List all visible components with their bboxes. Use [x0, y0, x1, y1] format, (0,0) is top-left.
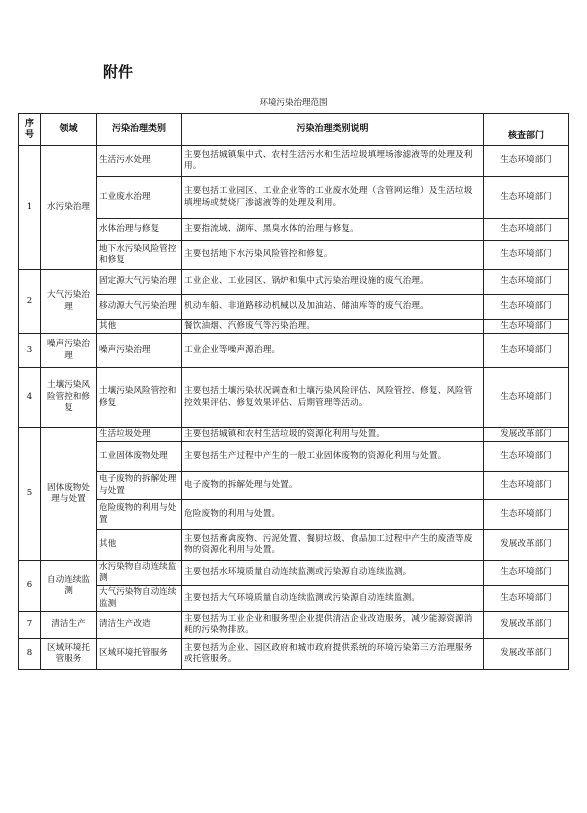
cell-category: 工业固体废物处理 — [97, 442, 182, 472]
cell-category: 土壤污染风险管控和修复 — [97, 368, 182, 428]
cell-seq: 6 — [19, 561, 41, 612]
table-row — [19, 530, 569, 561]
cell-seq: 8 — [19, 639, 41, 670]
table-body — [19, 146, 569, 670]
table-row — [19, 472, 569, 500]
cell-description: 主要包括地下水污染风险管控和修复。 — [182, 241, 484, 270]
cell-dept: 生态环境部门 — [484, 500, 569, 530]
cell-description: 工业企业等噪声源治理。 — [182, 334, 484, 368]
cell-dept: 生态环境部门 — [484, 334, 569, 368]
cell-category: 区域环境托管服务 — [97, 639, 182, 670]
cell-category: 噪声污染治理 — [97, 334, 182, 368]
cell-description: 主要包括城镇集中式、农村生活污水和生活垃圾填埋场渗滤液等的处理及利用。 — [182, 146, 484, 177]
cell-category: 其他 — [97, 320, 182, 334]
cell-description: 主要包括大气环境质量自动连续监测或污染源自动连续监测。 — [182, 586, 484, 612]
cell-category: 生活垃圾处理 — [97, 428, 182, 442]
cell-seq: 7 — [19, 612, 41, 639]
cell-field: 自动连续监测 — [41, 561, 97, 612]
table-row — [19, 561, 569, 586]
cell-description: 主要指流域、湖库、黑臭水体的治理与修复。 — [182, 219, 484, 241]
cell-category: 电子废物的拆解处理与处置 — [97, 472, 182, 500]
cell-seq: 5 — [19, 428, 41, 561]
table-row — [19, 270, 569, 295]
cell-description: 主要包括为工业企业和服务型企业提供清洁企业改造服务，减少能源资源消耗的污染物排放。 — [182, 612, 484, 639]
table-row — [19, 500, 569, 530]
cell-description: 主要包括为企业、园区政府和城市政府提供系统的环境污染第三方治理服务或托管服务。 — [182, 639, 484, 670]
page-heading: 附件 — [103, 63, 134, 81]
cell-description: 主要包括工业园区、工业企业等的工业废水处理（含管网运维）及生活垃圾填埋场或焚烧厂渗滤液等的处理及利用。 — [182, 177, 484, 219]
table-row — [19, 639, 569, 670]
cell-dept: 生态环境部门 — [484, 146, 569, 177]
cell-category: 生活污水处理 — [97, 146, 182, 177]
cell-category: 固定源大气污染治理 — [97, 270, 182, 295]
cell-dept: 生态环境部门 — [484, 177, 569, 219]
cell-dept: 发展改革部门 — [484, 530, 569, 561]
table-row — [19, 368, 569, 428]
cell-description: 机动车船、非道路移动机械以及加油站、储油库等的废气治理。 — [182, 295, 484, 320]
table-row — [19, 219, 569, 241]
cell-dept: 发展改革部门 — [484, 639, 569, 670]
cell-field: 清洁生产 — [41, 612, 97, 639]
cell-field: 固体废物处理与处置 — [41, 428, 97, 561]
cell-dept: 生态环境部门 — [484, 241, 569, 270]
cell-dept: 生态环境部门 — [484, 472, 569, 500]
cell-dept: 生态环境部门 — [484, 219, 569, 241]
cell-dept: 生态环境部门 — [484, 561, 569, 586]
table-row — [19, 177, 569, 219]
table-header-row — [19, 114, 569, 146]
cell-description: 主要包括水环境质量自动连续监测或污染源自动连续监测。 — [182, 561, 484, 586]
cell-description: 主要包括畜禽废物、污泥处置、餐厨垃圾、食品加工过程中产生的废渣等废物的资源化利用与处置。 — [182, 530, 484, 561]
cell-dept: 生态环境部门 — [484, 270, 569, 295]
cell-description: 主要包括土壤污染状况调查和土壤污染风险评估、风险管控、修复、风险管控效果评估、修复效果评估、后期管理等活动。 — [182, 368, 484, 428]
table-row — [19, 442, 569, 472]
table-row — [19, 428, 569, 442]
table-row — [19, 146, 569, 177]
table-caption: 环境污染治理范围 — [259, 98, 328, 108]
cell-field: 土壤污染风险管控和修复 — [41, 368, 97, 428]
cell-dept: 发展改革部门 — [484, 612, 569, 639]
header-seq: 序号 — [19, 114, 41, 146]
cell-description: 电子废物的拆解处理与处置。 — [182, 472, 484, 500]
table-row — [19, 295, 569, 320]
cell-dept: 生态环境部门 — [484, 586, 569, 612]
table-row — [19, 241, 569, 270]
cell-category: 工业废水治理 — [97, 177, 182, 219]
cell-field: 大气污染治理 — [41, 270, 97, 334]
cell-description: 工业企业、工业园区、锅炉和集中式污染治理设施的废气治理。 — [182, 270, 484, 295]
cell-field: 水污染治理 — [41, 146, 97, 270]
header-category: 污染治理类别 — [97, 114, 182, 146]
cell-category: 水污染物自动连续监测 — [97, 561, 182, 586]
cell-category: 移动源大气污染治理 — [97, 295, 182, 320]
cell-category: 其他 — [97, 530, 182, 561]
cell-seq: 4 — [19, 368, 41, 428]
cell-description: 餐饮油烟、汽修废气等污染治理。 — [182, 320, 484, 334]
cell-dept: 发展改革部门 — [484, 428, 569, 442]
cell-category: 水体治理与修复 — [97, 219, 182, 241]
cell-category: 地下水污染风险管控和修复 — [97, 241, 182, 270]
cell-dept: 生态环境部门 — [484, 320, 569, 334]
table-row — [19, 334, 569, 368]
cell-description: 主要包括城镇和农村生活垃圾的资源化利用与处置。 — [182, 428, 484, 442]
cell-field: 噪声污染治理 — [41, 334, 97, 368]
cell-seq: 3 — [19, 334, 41, 368]
pollution-scope-table — [18, 113, 569, 670]
cell-description: 危险废物的利用与处置。 — [182, 500, 484, 530]
cell-description: 主要包括生产过程中产生的一般工业固体废物的资源化利用与处置。 — [182, 442, 484, 472]
cell-seq: 2 — [19, 270, 41, 334]
cell-dept: 生态环境部门 — [484, 295, 569, 320]
header-field: 领域 — [41, 114, 97, 146]
table-row — [19, 320, 569, 334]
cell-field: 区域环境托管服务 — [41, 639, 97, 670]
cell-seq: 1 — [19, 146, 41, 270]
cell-category: 清洁生产改造 — [97, 612, 182, 639]
cell-dept: 生态环境部门 — [484, 368, 569, 428]
table-row — [19, 612, 569, 639]
header-description: 污染治理类别说明 — [182, 114, 484, 146]
header-dept: 核查部门 — [484, 114, 569, 146]
table-row — [19, 586, 569, 612]
cell-category: 危险废物的利用与处置 — [97, 500, 182, 530]
cell-category: 大气污染物自动连续监测 — [97, 586, 182, 612]
cell-dept: 生态环境部门 — [484, 442, 569, 472]
